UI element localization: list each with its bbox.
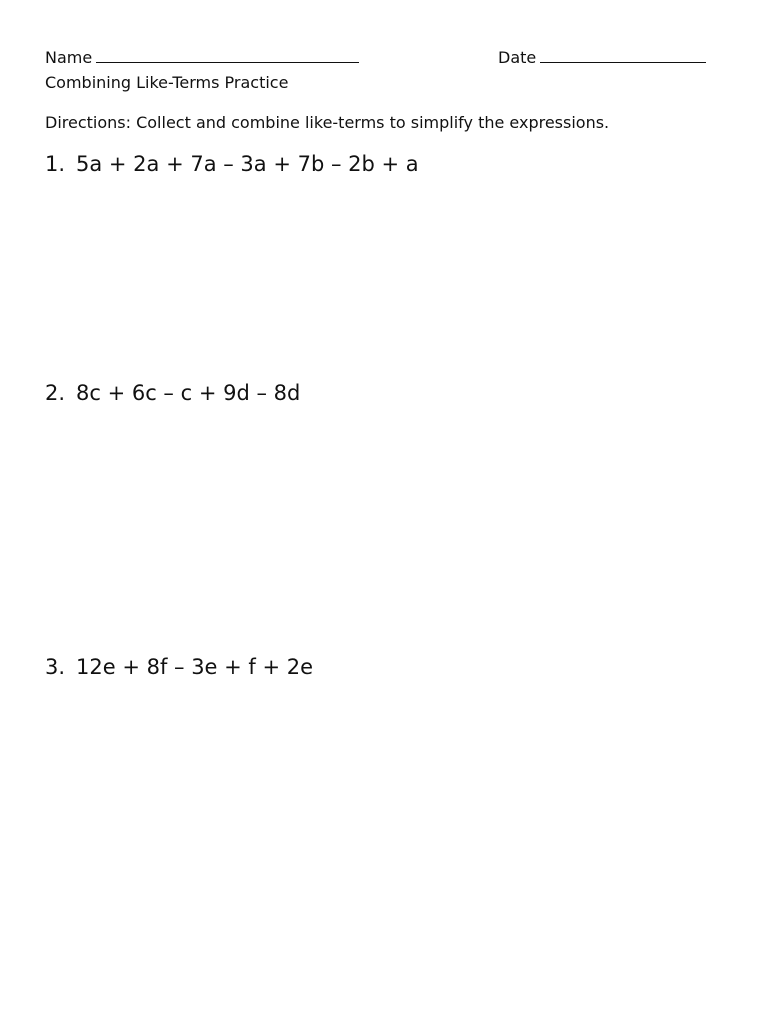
date-blank-line[interactable]	[540, 48, 706, 63]
worksheet-header	[45, 48, 725, 70]
directions-text: Directions: Collect and combine like-terms to simplify the expressions.	[45, 113, 610, 132]
problem-expression: 12e + 8f – 3e + f + 2e	[76, 655, 314, 679]
date-label: Date	[498, 48, 537, 67]
worksheet-title: Combining Like-Terms Practice	[45, 73, 289, 92]
problem-expression: 8c + 6c – c + 9d – 8d	[76, 381, 301, 405]
name-blank-line[interactable]	[96, 48, 359, 63]
problem-number: 1.	[45, 152, 66, 176]
name-field[interactable]	[45, 48, 359, 67]
name-label: Name	[45, 48, 93, 67]
problem-3	[45, 655, 313, 679]
problem-number: 2.	[45, 381, 66, 405]
problem-number: 3.	[45, 655, 66, 679]
problem-2	[45, 381, 300, 405]
problem-expression: 5a + 2a + 7a – 3a + 7b – 2b + a	[76, 152, 419, 176]
problem-1	[45, 152, 419, 176]
date-field[interactable]	[498, 48, 706, 67]
